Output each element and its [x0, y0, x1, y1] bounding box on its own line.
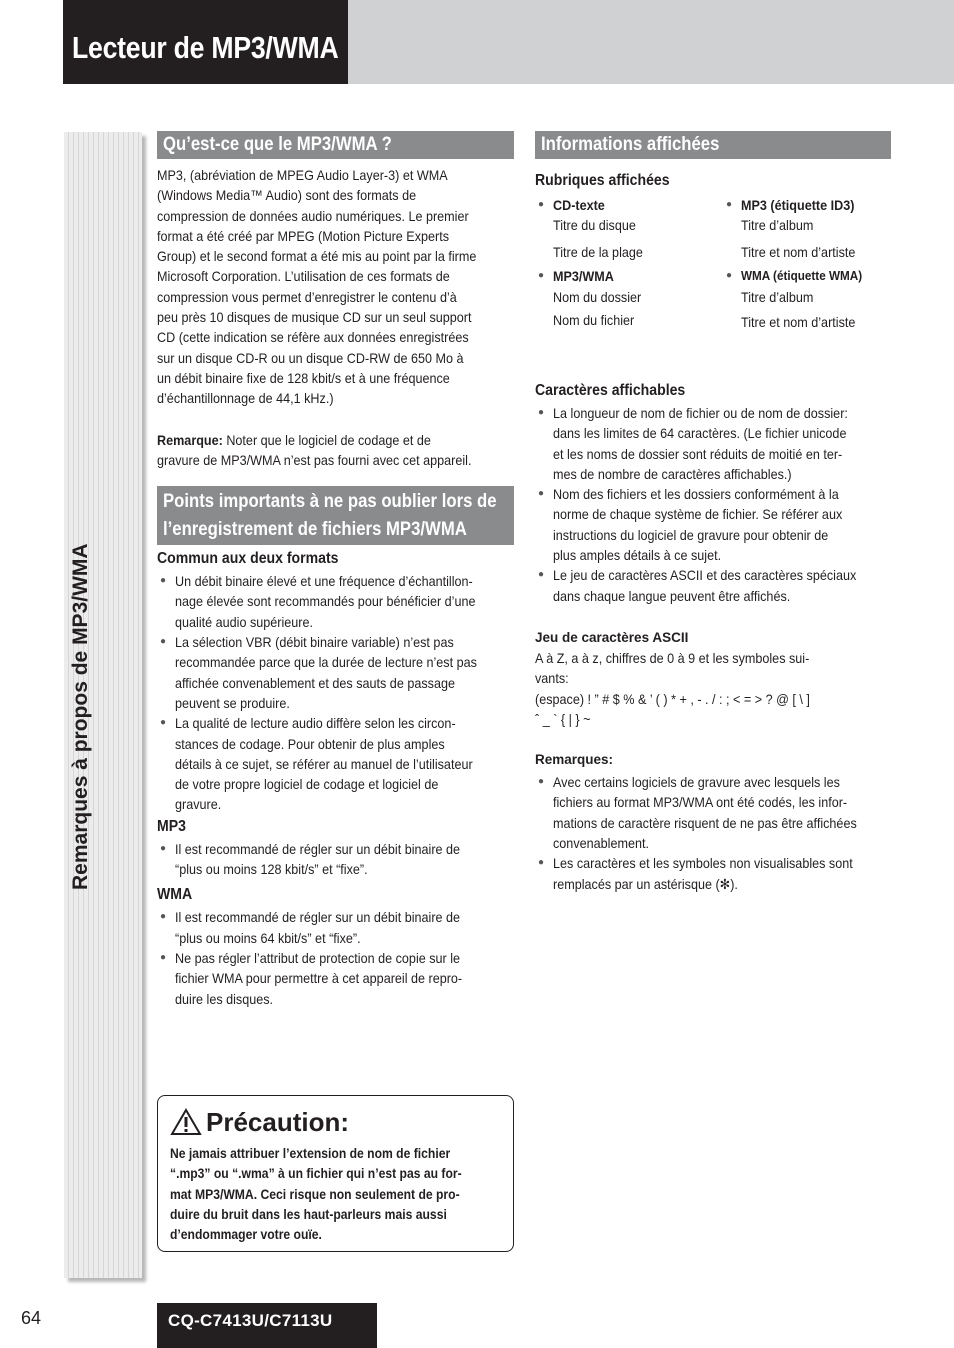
side-tab-label: Remarques à propos de MP3/WMA	[69, 543, 92, 890]
caution-box	[157, 1095, 514, 1252]
text-line: plus amples détails à ce sujet.	[553, 547, 722, 564]
intro-paragraph	[157, 165, 514, 409]
text-line: (espace) ! ” # $ % & ’ ( ) * + , - . / : ; < = > ? @ [ \ ]	[535, 690, 810, 707]
chars-heading: Caractères affichables	[535, 382, 686, 399]
warning-icon	[170, 1108, 202, 1136]
text-line: sur un disque CD-R ou un disque CD-RW de 650 Mo à	[157, 349, 464, 366]
rubriques-heading: Rubriques affichées	[535, 172, 670, 189]
text-line: peuvent se produire.	[175, 694, 290, 711]
caution-title: Précaution:	[170, 1104, 501, 1140]
text-line: vants:	[535, 670, 569, 687]
mp3-heading: MP3	[157, 817, 186, 835]
text-line: mations de caractère risquent de ne pas être affichées	[553, 814, 857, 831]
text-line: CD (cette indication se réfère aux données enregistrées	[157, 329, 469, 346]
text-line: dans les limites de 64 caractères. (Le fichier unicode	[553, 425, 847, 442]
text-line: ● Les caractères et les symboles non visualisables sont	[553, 855, 853, 872]
wma-list	[157, 907, 514, 1008]
text-line: MP3, (abréviation de MPEG Audio Layer-3) et WMA	[157, 167, 448, 183]
text-line: format a été créé par MPEG (Motion Picture Experts	[157, 227, 450, 244]
left-column	[157, 131, 514, 1009]
text-line: d’endommager votre ouïe.	[170, 1227, 322, 1243]
text-line: fichiers au format MP3/WMA ont été codés, les infor-	[553, 794, 848, 811]
remarks-heading: Remarques:	[535, 752, 614, 768]
section-heading-what-is: Qu’est-ce que le MP3/WMA ?	[157, 131, 514, 159]
text-line: stances de codage. Pour obtenir de plus amples	[175, 735, 445, 752]
text-line: “plus ou moins 64 kbit/s” et “fixe”.	[175, 929, 361, 946]
bullet-item	[535, 772, 891, 853]
text-line: détails à ce sujet, se référer au manuel de l’utilisateur	[175, 755, 473, 772]
text-line: “.mp3” ou “.wma” à un fichier qui n’est pas au for-	[170, 1166, 462, 1182]
bullet-item	[535, 853, 891, 894]
bullet-item	[535, 484, 891, 565]
text-line: ● Il est recommandé de régler sur un débit binaire de	[175, 909, 461, 926]
bullet-item	[157, 571, 514, 632]
mp3-wma-item: Nom du fichier	[553, 312, 635, 329]
bullet-item	[157, 839, 514, 880]
text-line: fichier WMA pour permettre à cet appareil de repro-	[175, 970, 463, 987]
mp3-id3-item: Titre et nom d’artiste	[741, 243, 856, 260]
text-line: norme de chaque système de fichier. Se référer aux	[553, 506, 843, 523]
remark-paragraph: Remarque: Noter que le logiciel de codage et de gravure de MP3/WMA n’est pas fourni avec cet appareil.	[157, 431, 472, 468]
text-line: A à Z, a à z, chiffres de 0 à 9 et les symboles sui-	[535, 649, 810, 666]
text-line: duire les disques.	[175, 990, 274, 1007]
text-line: dans chaque langue peuvent être affichés.	[553, 587, 791, 604]
displayed-items-grid	[535, 193, 891, 393]
info-col-left	[535, 195, 710, 331]
section-heading-important-points: Points importants à ne pas oublier lors de l’enregistrement de fichiers MP3/WMA	[157, 486, 514, 545]
right-column	[535, 131, 891, 894]
cd-text-title: ● CD-texte	[535, 195, 710, 215]
text-line: remplacés par un astérisque (✻).	[553, 875, 738, 892]
text-line: mat MP3/WMA. Ceci risque non seulement de pro-	[170, 1186, 460, 1202]
section-heading-info: Informations affichées	[535, 131, 891, 159]
mp3-wma-title: ● MP3/WMA	[535, 266, 710, 286]
cd-text-item: Titre de la plage	[553, 243, 643, 260]
ascii-charset	[535, 648, 891, 729]
text-line: ● Ne pas régler l’attribut de protection de copie sur le	[175, 949, 461, 966]
text-line: un débit binaire fixe de 128 kbit/s et à une fréquence	[157, 369, 450, 386]
text-line: duire du bruit dans les haut-parleurs mais aussi	[170, 1206, 447, 1222]
cd-text-item: Titre du disque	[553, 217, 636, 234]
wma-tag-item: Titre et nom d’artiste	[741, 314, 856, 331]
remark-label: Remarque:	[157, 431, 223, 448]
text-line: “plus ou moins 128 kbit/s” et “fixe”.	[175, 861, 368, 878]
text-line: ● Il est recommandé de régler sur un débit binaire de	[175, 840, 461, 857]
text-line: qualité audio supérieure.	[175, 613, 314, 630]
text-line: recommandée parce que la durée de lecture n’est pas	[175, 654, 477, 671]
text-line: Ne jamais attribuer l’extension de nom de fichier	[170, 1146, 451, 1161]
caution-text	[170, 1144, 501, 1245]
text-line: mes de nombre de caractères affichables.)	[553, 465, 792, 482]
text-line: (Windows Media™ Audio) sont des formats de	[157, 187, 417, 204]
text-line: ● Avec certains logiciels de gravure avec lesquels les	[553, 774, 840, 791]
text-line: ● La qualité de lecture audio diffère selon les circon-	[175, 715, 456, 732]
mp3-wma-item: Nom du dossier	[553, 289, 642, 306]
wma-tag-title: ● WMA (étiquette WMA)	[723, 266, 898, 286]
wma-tag-item: Titre d’album	[741, 289, 814, 306]
common-formats-heading: Commun aux deux formats	[157, 550, 339, 568]
bullet-item	[157, 632, 514, 713]
bullet-item	[535, 565, 891, 606]
bullet-item	[157, 948, 514, 1009]
text-line: ● La sélection VBR (débit binaire variable) n’est pas	[175, 634, 454, 651]
text-line: compression de données audio numériques. Le premier	[157, 207, 469, 224]
remarks-list	[535, 772, 891, 894]
text-line: nage élevée sont recommandés pour bénéficier d’une	[175, 593, 476, 610]
text-line: de votre propre logiciel de codage et logiciel de	[175, 776, 439, 793]
info-col-right	[723, 195, 898, 333]
text-line: ˆ _ ` { | } ~	[535, 710, 591, 727]
text-line: convenablement.	[553, 835, 649, 852]
chars-list	[535, 403, 891, 606]
text-line: ● Un débit binaire élevé et une fréquence d’échantillon-	[175, 573, 473, 590]
wma-heading: WMA	[157, 886, 193, 904]
text-line: ● Le jeu de caractères ASCII et des caractères spéciaux	[553, 567, 857, 584]
text-line: ● Nom des fichiers et les dossiers conformément à la	[553, 486, 839, 503]
model-label: CQ-C7413U/C7113U	[157, 1303, 377, 1348]
mp3-id3-item: Titre d’album	[741, 217, 814, 234]
text-line: gravure.	[175, 796, 222, 813]
bullet-item	[157, 907, 514, 948]
common-formats-list	[157, 571, 514, 815]
mp3-id3-title: ● MP3 (étiquette ID3)	[723, 195, 898, 215]
text-line: Microsoft Corporation. L’utilisation de ces formats de	[157, 268, 450, 285]
text-line: ● La longueur de nom de fichier ou de nom de dossier:	[553, 405, 848, 421]
page-number: 64	[21, 1308, 42, 1328]
text-line: et les noms de dossier sont réduits de moitié en ter-	[553, 445, 843, 462]
text-line: compression vous permet d’enregistrer le contenu d’à	[157, 288, 457, 305]
text-line: affichée convenablement et des sauts de passage	[175, 674, 455, 691]
text-line: peu près 10 disques de musique CD sur un seul support	[157, 309, 472, 326]
bullet-item	[157, 713, 514, 814]
page-title: Lecteur de MP3/WMA	[72, 30, 339, 65]
ascii-heading: Jeu de caractères ASCII	[535, 629, 689, 645]
text-line: instructions du logiciel de gravure pour obtenir de	[553, 526, 829, 543]
bullet-item	[535, 403, 891, 484]
mp3-list	[157, 839, 514, 880]
text-line: Group) et le second format a été mis au point par la firme	[157, 248, 477, 265]
text-line: d’échantillonnage de 44,1 kHz.)	[157, 390, 334, 407]
